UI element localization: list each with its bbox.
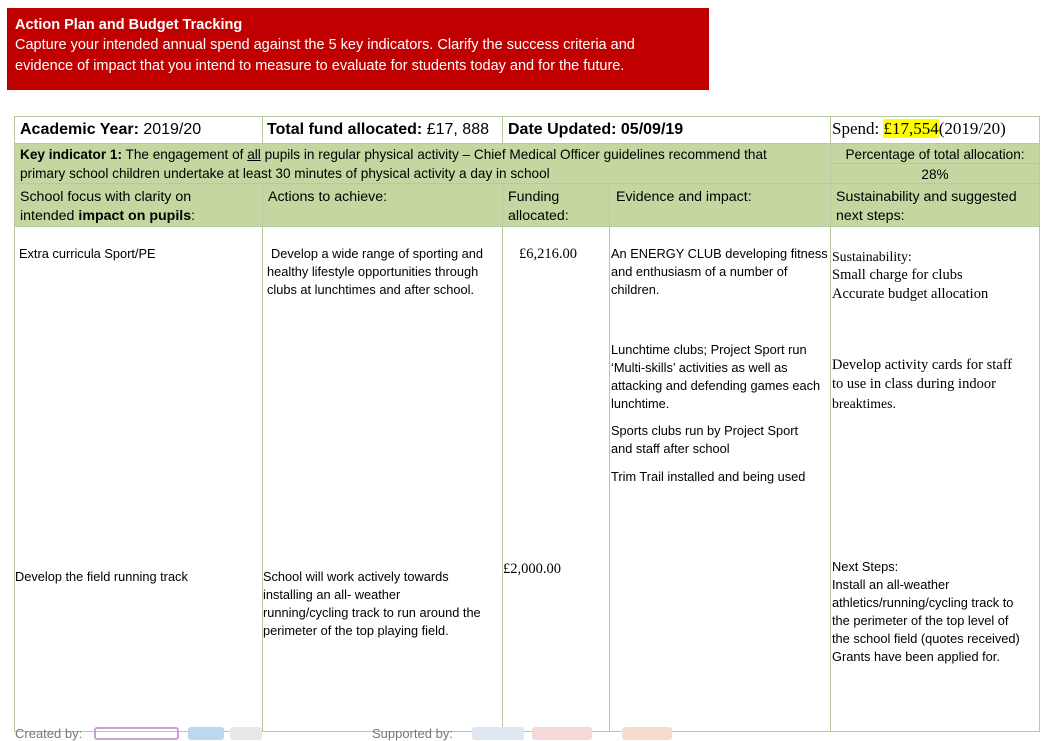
percentage-label: Percentage of total allocation: xyxy=(845,147,1025,162)
supported-by-label: Supported by: xyxy=(372,726,453,741)
grid-line xyxy=(830,163,1040,164)
row1-evidence-4: Trim Trail installed and being used xyxy=(611,469,806,484)
grid-line xyxy=(14,116,1040,117)
percentage-value: 28% xyxy=(921,167,949,182)
partner-logo-2 xyxy=(188,727,224,740)
grid-line xyxy=(830,116,831,732)
row1-focus: Extra curricula Sport/PE xyxy=(19,246,156,261)
grid-line xyxy=(14,183,1040,184)
total-fund: Total fund allocated: £17, 888 xyxy=(267,121,489,138)
grid-line xyxy=(14,116,15,732)
row2-focus: Develop the field running track xyxy=(15,569,188,584)
title-banner xyxy=(7,8,709,90)
row2-actions: School will work actively towards installing an all- weather running/cycling track to run around the perimeter of the top playing field. xyxy=(263,569,481,638)
col-actions: Actions to achieve: xyxy=(268,189,388,205)
col-funding: Funding allocated: xyxy=(508,189,569,224)
grid-line xyxy=(502,116,503,143)
grid-line xyxy=(262,183,263,732)
partner-logo-3 xyxy=(230,727,262,740)
grid-line xyxy=(262,116,263,143)
key-indicator: Key indicator 1: The engagement of all pupils in regular physical activity – Chief Medical Officer guidelines recommend that primary school children undertake at least 30 minutes of physical activity a day in school xyxy=(20,147,767,181)
created-by-label: Created by: xyxy=(15,726,83,741)
row2-sustainability: Next Steps: Install an all-weather athletics/running/cycling track to the perimeter of the top level of the school field (quotes received) Grants have been applied for. xyxy=(832,559,1020,664)
banner-title: Action Plan and Budget Tracking xyxy=(15,17,243,33)
row1-sustainability: Sustainability: Small charge for clubs Accurate budget allocation xyxy=(832,249,989,302)
spend: Spend: £17,554(2019/20) xyxy=(832,119,1006,138)
grid-line xyxy=(609,183,610,732)
row1-funding: £6,216.00 xyxy=(519,246,577,262)
col-school-focus: School focus with clarity on intended impact on pupils: xyxy=(20,189,196,224)
banner-line-2: evidence of impact that you intend to measure to evaluate for students today and for the future. xyxy=(15,58,625,74)
sponsor-logo-3 xyxy=(622,727,672,740)
sponsor-logo-2 xyxy=(532,727,592,740)
row2-funding: £2,000.00 xyxy=(503,561,561,577)
row1-evidence-1: An ENERGY CLUB developing fitness and enthusiasm of a number of children. xyxy=(611,246,828,297)
banner-line-1: Capture your intended annual spend against the 5 key indicators. Clarify the success criteria and xyxy=(15,37,635,53)
sponsor-logo-1 xyxy=(472,727,524,740)
partner-logo-1 xyxy=(94,727,179,740)
row1-evidence-2: Lunchtime clubs; Project Sport run ‘Multi-skills’ activities as well as attacking and defending games each lunchtime. xyxy=(611,342,821,411)
row1-next-steps: Develop activity cards for staff to use in class during indoor breaktimes. xyxy=(832,357,1013,411)
grid-line xyxy=(1039,116,1040,732)
row1-evidence-3: Sports clubs run by Project Sport and staff after school xyxy=(611,423,799,456)
action-plan-table xyxy=(14,116,1040,732)
grid-line xyxy=(14,226,1040,227)
grid-line xyxy=(502,183,503,732)
academic-year: Academic Year: 2019/20 xyxy=(20,121,202,138)
grid-line xyxy=(14,143,1040,144)
col-evidence: Evidence and impact: xyxy=(616,189,752,205)
spend-value: £17,554 xyxy=(883,119,939,138)
col-sustainability: Sustainability and suggested next steps: xyxy=(836,189,1017,224)
row1-actions: Develop a wide range of sporting and healthy lifestyle opportunities through clubs at lunchtimes and after school. xyxy=(267,246,483,297)
date-updated: Date Updated: 05/09/19 xyxy=(508,121,684,138)
